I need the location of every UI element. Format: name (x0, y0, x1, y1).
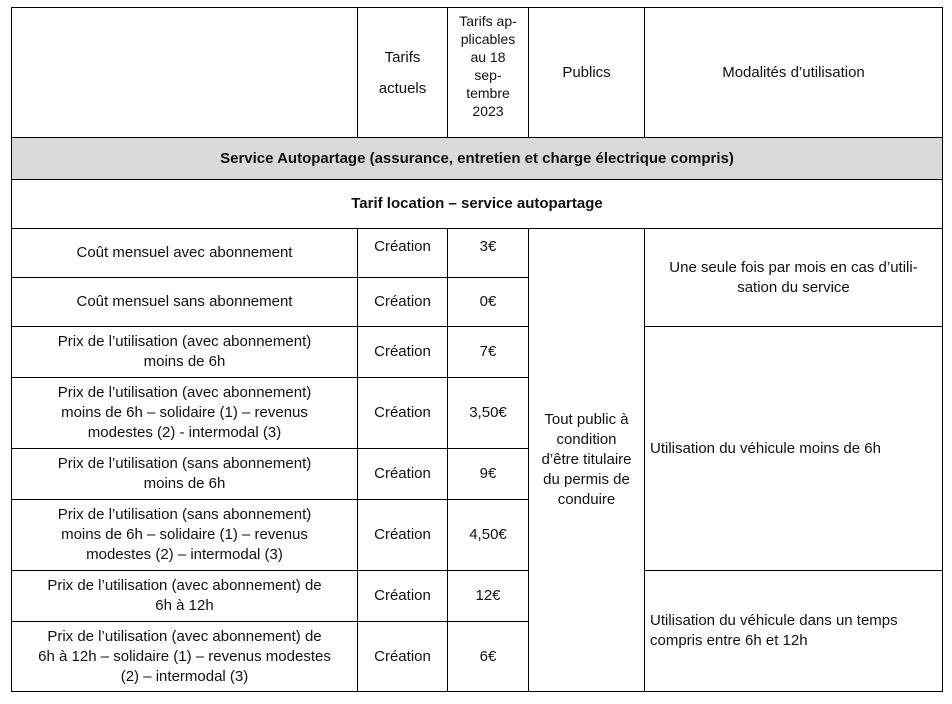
row-price: 12€ (448, 571, 529, 622)
section-title: Service Autopartage (assurance, entretien et charge électrique compris) (12, 138, 943, 180)
row-label (12, 327, 358, 378)
header-future-rates-line: au 18 (470, 49, 506, 65)
usage-cell (645, 229, 943, 327)
row-label-line: Prix de l’utilisation (avec abonnement) de (47, 627, 322, 645)
section-row (12, 138, 943, 180)
row-label-line: Coût mensuel sans abonnement (76, 293, 293, 310)
row-label-line: Prix de l’utilisation (sans abonnement) (57, 455, 312, 472)
row-current-rate: Création (358, 449, 448, 500)
row-current-rate: Création (358, 378, 448, 449)
subsection-row (12, 180, 943, 229)
row-label (12, 622, 358, 692)
row-price: 6€ (448, 622, 529, 692)
row-label (12, 229, 358, 278)
header-future-rates-line: tembre (466, 85, 510, 101)
row-label-line: moins de 6h (143, 353, 226, 370)
header-current-rates-line: Tarifs (384, 48, 421, 66)
row-label-line: 6h à 12h (155, 597, 214, 614)
row-price: 4,50€ (448, 500, 529, 571)
usage-line: compris entre 6h et 12h (650, 632, 808, 649)
row-label-line: Coût mensuel avec abonnement (76, 244, 293, 261)
row-price: 7€ (448, 327, 529, 378)
header-current-rates (358, 8, 448, 138)
row-current-rate: Création (358, 229, 448, 278)
row-label (12, 449, 358, 500)
table-row (12, 327, 943, 378)
usage-line: sation du service (737, 278, 850, 296)
publics-cell (529, 229, 645, 692)
usage-cell (645, 571, 943, 692)
row-label (12, 500, 358, 571)
row-label (12, 378, 358, 449)
table-row (12, 571, 943, 622)
usage-cell (645, 327, 943, 571)
tariff-table (11, 7, 943, 692)
row-label-line: moins de 6h – solidaire (1) – revenus (61, 404, 308, 421)
row-label (12, 571, 358, 622)
header-usage: Modalités d’utilisation (645, 8, 943, 138)
usage-line: Utilisation du véhicule moins de 6h (650, 439, 881, 457)
row-label-line: modestes (2) – intermodal (3) (86, 546, 283, 563)
row-current-rate: Création (358, 327, 448, 378)
row-label-line: Prix de l’utilisation (sans abonnement) (57, 506, 312, 523)
row-label-line: Prix de l’utilisation (avec abonnement) (57, 333, 312, 350)
row-label-line: moins de 6h – solidaire (1) – revenus (61, 526, 308, 543)
header-future-rates-line: plicables (460, 31, 516, 47)
row-label-line: 6h à 12h – solidaire (1) – revenus modestes (38, 647, 331, 665)
header-current-rates-line: actuels (378, 79, 427, 97)
row-price: 3,50€ (448, 378, 529, 449)
header-row (12, 8, 943, 138)
row-label-line: Prix de l’utilisation (avec abonnement) de (47, 577, 322, 594)
header-future-rates (448, 8, 529, 138)
table-row (12, 229, 943, 278)
row-current-rate: Création (358, 571, 448, 622)
row-label-line: modestes (2) - intermodal (3) (87, 424, 282, 441)
row-current-rate: Création (358, 278, 448, 327)
usage-line: Une seule fois par mois en cas d’utili- (669, 258, 918, 276)
header-label-cell (12, 8, 358, 138)
publics-line: d’être titulaire (541, 451, 632, 468)
subsection-title: Tarif location – service autopartage (12, 180, 943, 229)
row-label-line: moins de 6h (143, 475, 226, 492)
publics-line: condition (556, 431, 617, 448)
publics-line: du permis de (543, 471, 630, 488)
header-future-rates-line: sep- (474, 67, 502, 83)
row-current-rate: Création (358, 500, 448, 571)
row-current-rate: Création (358, 622, 448, 692)
row-label-line: (2) – intermodal (3) (120, 667, 249, 685)
row-price: 0€ (448, 278, 529, 327)
usage-line: Utilisation du véhicule dans un temps (650, 612, 898, 629)
row-price: 9€ (448, 449, 529, 500)
header-publics: Publics (529, 8, 645, 138)
header-future-rates-line: 2023 (472, 103, 504, 119)
publics-line: Tout public à (544, 411, 629, 428)
tariff-table-wrapper (11, 7, 943, 692)
header-future-rates-line: Tarifs ap- (459, 13, 517, 29)
row-price: 3€ (448, 229, 529, 278)
row-label (12, 278, 358, 327)
publics-line: conduire (557, 491, 616, 508)
row-label-line: Prix de l’utilisation (avec abonnement) (57, 384, 312, 401)
